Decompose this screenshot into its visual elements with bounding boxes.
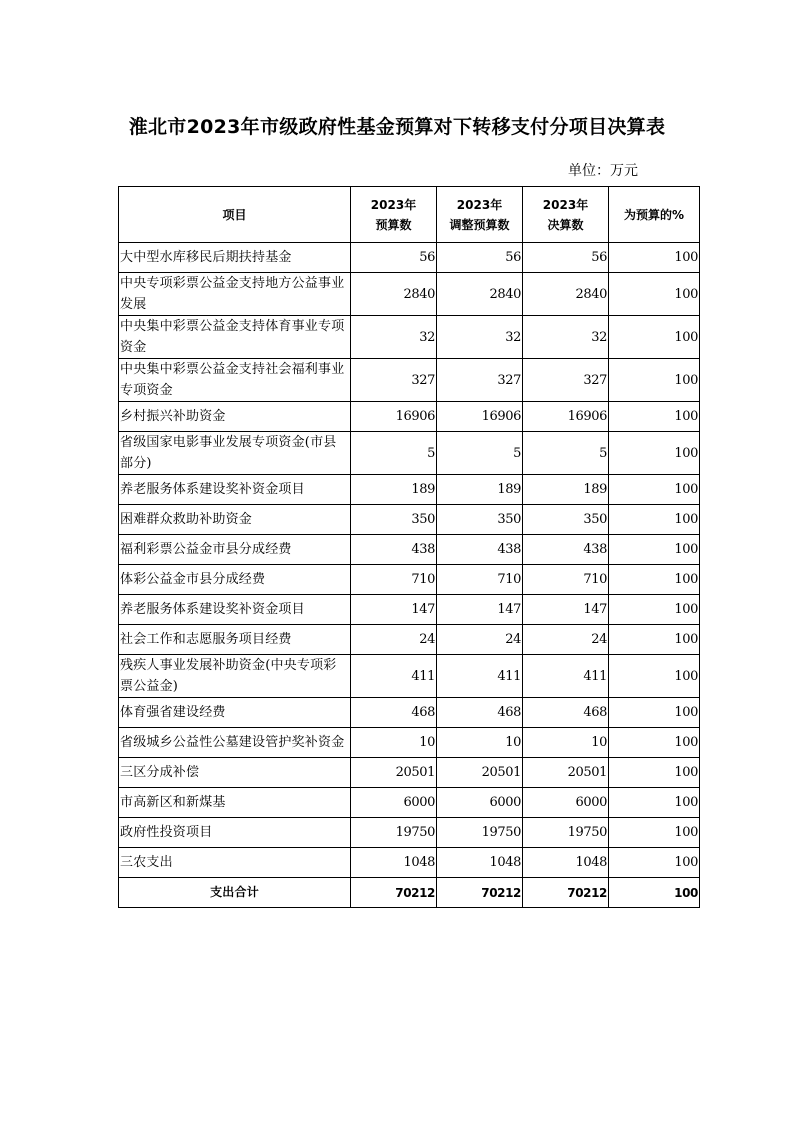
- total-final: 70212: [523, 878, 609, 908]
- row-final: 16906: [523, 402, 609, 432]
- row-adjusted: 147: [437, 595, 523, 625]
- row-budget: 16906: [351, 402, 437, 432]
- row-final: 327: [523, 359, 609, 402]
- row-item-name: 福利彩票公益金市县分成经费: [119, 535, 351, 565]
- row-item-name: 大中型水库移民后期扶持基金: [119, 243, 351, 273]
- row-item-name: 社会工作和志愿服务项目经费: [119, 625, 351, 655]
- row-final: 438: [523, 535, 609, 565]
- table-body: [119, 243, 700, 878]
- page-title: 淮北市2023年市级政府性基金预算对下转移支付分项目决算表: [128, 116, 666, 138]
- row-percent: 100: [609, 243, 700, 273]
- row-item-name: 困难群众救助补助资金: [119, 505, 351, 535]
- row-budget: 19750: [351, 818, 437, 848]
- row-percent: 100: [609, 728, 700, 758]
- row-final: 32: [523, 316, 609, 359]
- table-row: [119, 402, 700, 432]
- table-row: [119, 788, 700, 818]
- row-percent: 100: [609, 432, 700, 475]
- row-adjusted: 32: [437, 316, 523, 359]
- row-budget: 350: [351, 505, 437, 535]
- header-adjusted-budget: 2023年 调整预算数: [437, 187, 523, 243]
- header-budget: 2023年 预算数: [351, 187, 437, 243]
- unit-label: 单位：万元: [568, 163, 638, 179]
- row-final: 10: [523, 728, 609, 758]
- row-budget: 147: [351, 595, 437, 625]
- row-budget: 1048: [351, 848, 437, 878]
- row-adjusted: 16906: [437, 402, 523, 432]
- row-item-name: 养老服务体系建设奖补资金项目: [119, 475, 351, 505]
- row-percent: 100: [609, 359, 700, 402]
- row-final: 189: [523, 475, 609, 505]
- total-budget: 70212: [351, 878, 437, 908]
- table-row: [119, 758, 700, 788]
- row-percent: 100: [609, 698, 700, 728]
- row-item-name: 三农支出: [119, 848, 351, 878]
- table-row: [119, 535, 700, 565]
- row-percent: 100: [609, 535, 700, 565]
- row-percent: 100: [609, 758, 700, 788]
- total-row: [119, 878, 700, 908]
- row-final: 24: [523, 625, 609, 655]
- row-final: 147: [523, 595, 609, 625]
- row-adjusted: 411: [437, 655, 523, 698]
- row-percent: 100: [609, 505, 700, 535]
- row-budget: 10: [351, 728, 437, 758]
- table-row: [119, 698, 700, 728]
- header-item: 项目: [119, 187, 351, 243]
- row-budget: 32: [351, 316, 437, 359]
- row-item-name: 体彩公益金市县分成经费: [119, 565, 351, 595]
- row-adjusted: 350: [437, 505, 523, 535]
- row-percent: 100: [609, 625, 700, 655]
- row-adjusted: 327: [437, 359, 523, 402]
- row-adjusted: 10: [437, 728, 523, 758]
- total-adjusted: 70212: [437, 878, 523, 908]
- table-row: [119, 475, 700, 505]
- row-final: 5: [523, 432, 609, 475]
- row-final: 19750: [523, 818, 609, 848]
- budget-table: [118, 186, 700, 908]
- row-item-name: 中央集中彩票公益金支持社会福利事业专项资金: [119, 359, 351, 402]
- row-percent: 100: [609, 402, 700, 432]
- row-budget: 24: [351, 625, 437, 655]
- row-final: 1048: [523, 848, 609, 878]
- total-percent: 100: [609, 878, 700, 908]
- row-adjusted: 56: [437, 243, 523, 273]
- row-item-name: 市高新区和新煤基: [119, 788, 351, 818]
- row-budget: 411: [351, 655, 437, 698]
- table-row: [119, 655, 700, 698]
- table-row: [119, 243, 700, 273]
- row-adjusted: 189: [437, 475, 523, 505]
- table-row: [119, 625, 700, 655]
- row-budget: 710: [351, 565, 437, 595]
- table-row: [119, 273, 700, 316]
- table-row: [119, 818, 700, 848]
- row-budget: 5: [351, 432, 437, 475]
- table-row: [119, 432, 700, 475]
- row-percent: 100: [609, 788, 700, 818]
- row-item-name: 残疾人事业发展补助资金(中央专项彩票公益金): [119, 655, 351, 698]
- row-adjusted: 5: [437, 432, 523, 475]
- table-row: [119, 565, 700, 595]
- table-row: [119, 316, 700, 359]
- table-header-row: [119, 187, 700, 243]
- row-adjusted: 710: [437, 565, 523, 595]
- row-adjusted: 438: [437, 535, 523, 565]
- table-row: [119, 728, 700, 758]
- header-percent-of-budget: 为预算的%: [609, 187, 700, 243]
- row-item-name: 中央集中彩票公益金支持体育事业专项资金: [119, 316, 351, 359]
- row-percent: 100: [609, 273, 700, 316]
- row-final: 710: [523, 565, 609, 595]
- row-item-name: 省级城乡公益性公墓建设管护奖补资金: [119, 728, 351, 758]
- row-adjusted: 468: [437, 698, 523, 728]
- header-final-accounts: 2023年 决算数: [523, 187, 609, 243]
- row-percent: 100: [609, 475, 700, 505]
- row-final: 411: [523, 655, 609, 698]
- row-budget: 56: [351, 243, 437, 273]
- row-final: 2840: [523, 273, 609, 316]
- table-row: [119, 848, 700, 878]
- row-budget: 2840: [351, 273, 437, 316]
- row-percent: 100: [609, 848, 700, 878]
- row-item-name: 中央专项彩票公益金支持地方公益事业发展: [119, 273, 351, 316]
- row-final: 468: [523, 698, 609, 728]
- row-item-name: 省级国家电影事业发展专项资金(市县部分): [119, 432, 351, 475]
- row-percent: 100: [609, 818, 700, 848]
- row-percent: 100: [609, 565, 700, 595]
- table-row: [119, 595, 700, 625]
- row-budget: 468: [351, 698, 437, 728]
- row-final: 20501: [523, 758, 609, 788]
- row-budget: 6000: [351, 788, 437, 818]
- row-budget: 327: [351, 359, 437, 402]
- row-budget: 189: [351, 475, 437, 505]
- row-item-name: 政府性投资项目: [119, 818, 351, 848]
- row-adjusted: 1048: [437, 848, 523, 878]
- table-row: [119, 359, 700, 402]
- row-adjusted: 24: [437, 625, 523, 655]
- row-percent: 100: [609, 595, 700, 625]
- row-item-name: 养老服务体系建设奖补资金项目: [119, 595, 351, 625]
- table-row: [119, 505, 700, 535]
- row-percent: 100: [609, 655, 700, 698]
- row-adjusted: 2840: [437, 273, 523, 316]
- row-adjusted: 6000: [437, 788, 523, 818]
- row-item-name: 乡村振兴补助资金: [119, 402, 351, 432]
- row-final: 6000: [523, 788, 609, 818]
- row-adjusted: 20501: [437, 758, 523, 788]
- row-percent: 100: [609, 316, 700, 359]
- row-adjusted: 19750: [437, 818, 523, 848]
- row-budget: 438: [351, 535, 437, 565]
- row-final: 56: [523, 243, 609, 273]
- row-budget: 20501: [351, 758, 437, 788]
- row-item-name: 三区分成补偿: [119, 758, 351, 788]
- total-label: 支出合计: [119, 878, 351, 908]
- row-item-name: 体育强省建设经费: [119, 698, 351, 728]
- row-final: 350: [523, 505, 609, 535]
